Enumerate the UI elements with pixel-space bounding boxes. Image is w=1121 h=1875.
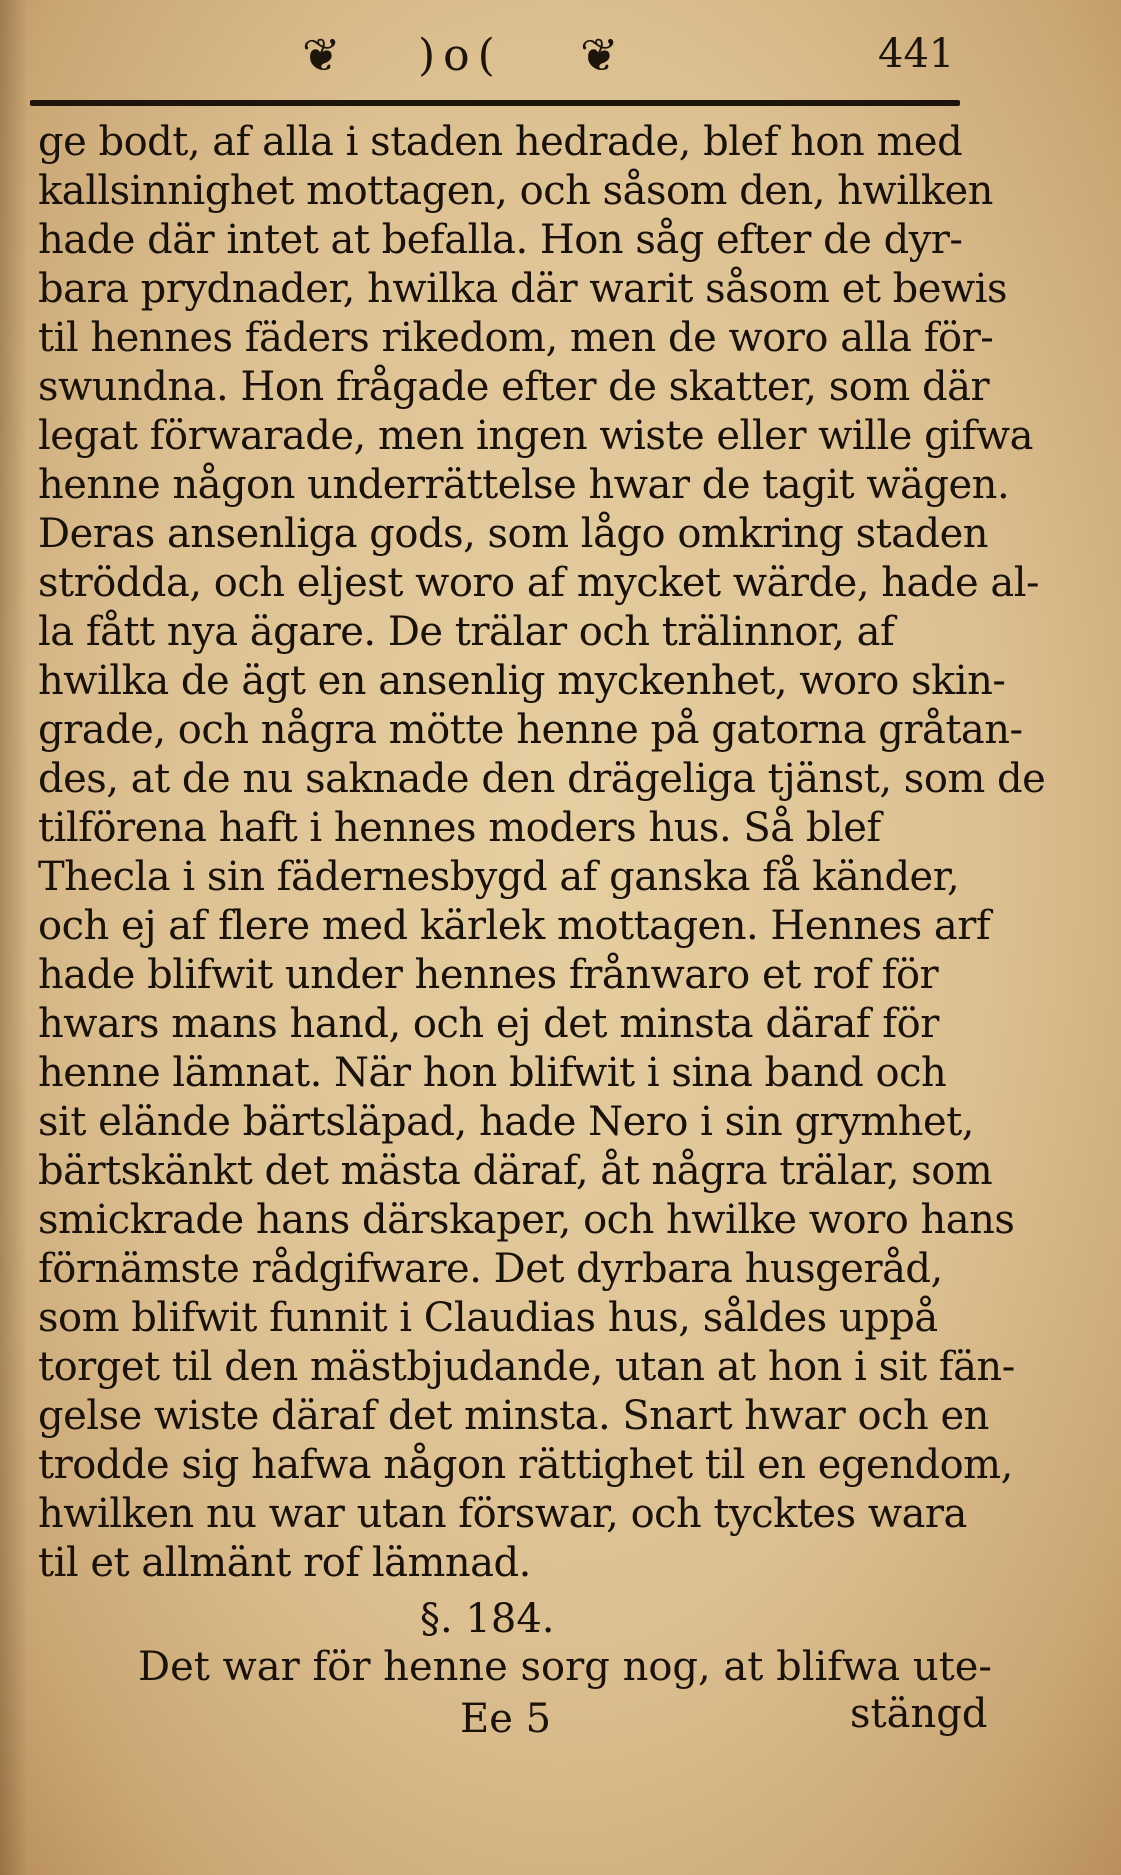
text-line: bärtskänkt det mästa däraf, åt några trälar, som xyxy=(38,1148,993,1194)
text-line: swundna. Hon frågade efter de skatter, som där xyxy=(38,364,990,410)
text-line: Thecla i sin fädernesbygd af ganska få känder, xyxy=(38,854,960,900)
text-line: trodde sig hafwa någon rättighet til en egendom, xyxy=(38,1442,1013,1488)
text-line: hwilken nu war utan förswar, och tycktes wara xyxy=(38,1491,967,1537)
text-line: som blifwit funnit i Claudias hus, såldes uppå xyxy=(38,1295,938,1341)
text-line: smickrade hans därskaper, och hwilke woro hans xyxy=(38,1197,1015,1243)
catchword: stängd xyxy=(850,1691,988,1737)
text-line: och ej af flere med kärlek mottagen. Hennes arf xyxy=(38,903,991,949)
signature-mark: Ee 5 xyxy=(460,1696,552,1742)
text-line: gelse wiste däraf det minsta. Snart hwar och en xyxy=(38,1393,989,1439)
text-line: strödda, och eljest woro af mycket wärde, hade al- xyxy=(38,560,1040,606)
text-line: hwars mans hand, och ej det minsta däraf för xyxy=(38,1001,939,1047)
page-number: 441 xyxy=(878,31,955,77)
text-line: bara prydnader, hwilka där warit såsom et bewis xyxy=(38,266,1007,312)
floral-ornament-icon: ❦ xyxy=(302,28,341,82)
text-line: henne lämnat. När hon blifwit i sina band och xyxy=(38,1050,947,1096)
text-line: hade där intet at befalla. Hon såg efter de dyr- xyxy=(38,217,963,263)
text-line: kallsinnighet mottagen, och såsom den, hwilken xyxy=(38,168,993,214)
floral-ornament-icon: ❦ xyxy=(580,28,619,82)
header-mark: )o( xyxy=(418,30,503,81)
text-line: hade blifwit under hennes frånwaro et rof för xyxy=(38,952,939,998)
text-line: til hennes fäders rikedom, men de woro alla för- xyxy=(38,315,994,361)
text-line: legat förwarade, men ingen wiste eller wille gifwa xyxy=(38,413,1033,459)
binding-shadow xyxy=(0,0,28,1875)
text-line: hwilka de ägt en ansenlig myckenhet, woro skin- xyxy=(38,658,1006,704)
text-line: Det war för henne sorg nog, at blifwa ute- xyxy=(138,1644,992,1690)
text-line: la fått nya ägare. De trälar och trälinnor, af xyxy=(38,609,895,655)
text-line: ge bodt, af alla i staden hedrade, blef hon med xyxy=(38,119,963,165)
text-line: des, at de nu saknade den drägeliga tjänst, som de xyxy=(38,756,1046,802)
text-line: til et allmänt rof lämnad. xyxy=(38,1540,531,1586)
text-line: henne någon underrättelse hwar de tagit wägen. xyxy=(38,462,1010,508)
text-line: grade, och några mötte henne på gatorna gråtan- xyxy=(38,707,1023,753)
text-line: förnämste rådgifware. Det dyrbara husgeråd, xyxy=(38,1246,943,1292)
body-text xyxy=(38,118,1046,1588)
header-rule xyxy=(30,100,960,106)
text-line: torget til den mästbjudande, utan at hon i sit fän- xyxy=(38,1344,1015,1390)
text-line: Deras ansenliga gods, som lågo omkring staden xyxy=(38,511,989,557)
text-line: tilförena haft i hennes moders hus. Så blef xyxy=(38,805,881,851)
page-header xyxy=(40,20,960,100)
section-heading: §. 184. xyxy=(420,1596,555,1642)
text-line: sit elände bärtsläpad, hade Nero i sin grymhet, xyxy=(38,1099,974,1145)
